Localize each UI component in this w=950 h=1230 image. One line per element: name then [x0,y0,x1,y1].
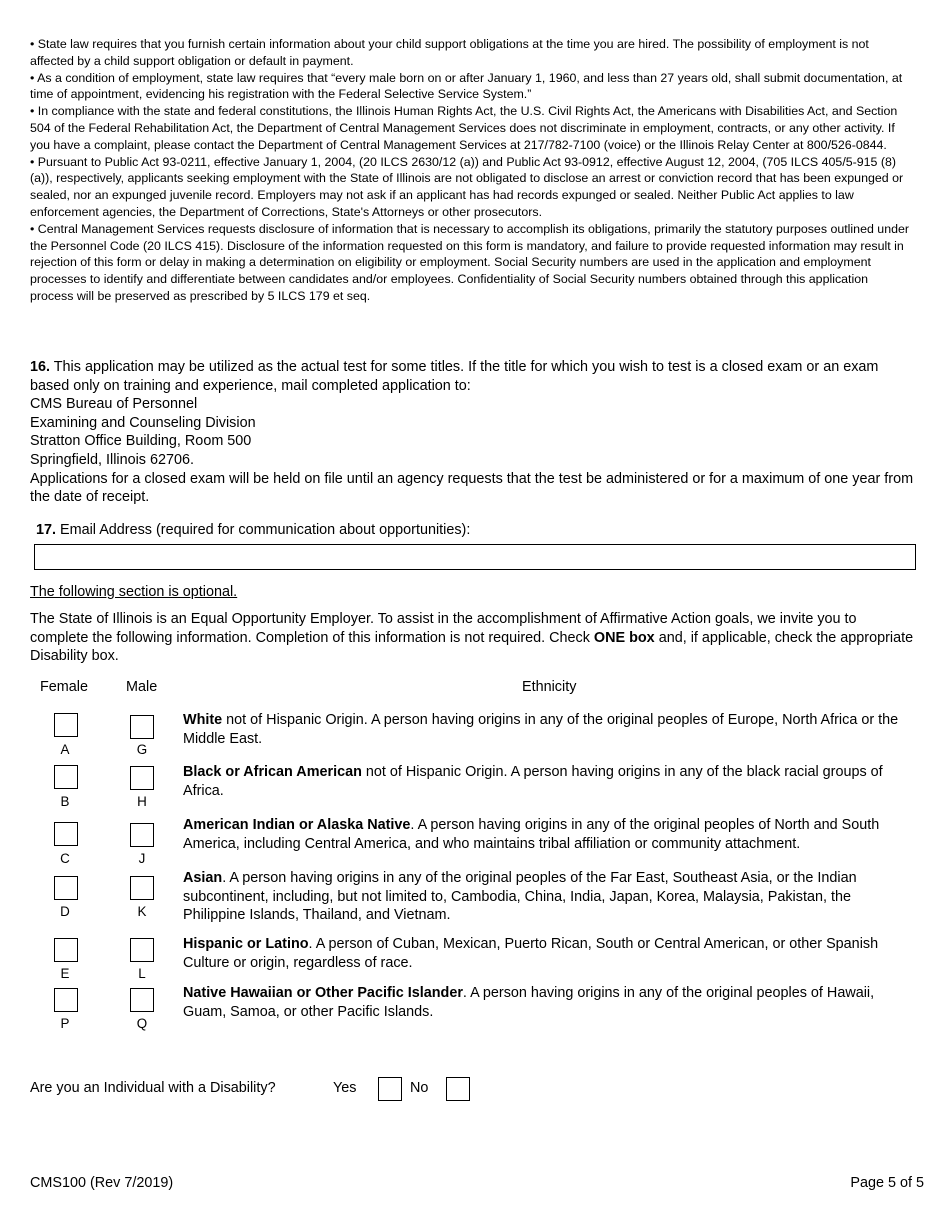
ethnicity-column-header: Ethnicity [522,679,577,695]
code-label: P [60,1016,70,1031]
eeo-text-2: and, if applicable, check the appropriate Disability box. [30,629,914,665]
item-16-section [30,358,916,507]
code-label: Q [136,1016,148,1031]
notice-child-support: • State law requires that you furnish certain information about your child support obligations at the time you are hired. The possibility of employment is not affected by a child support obligation or default in payment. [30,37,869,68]
code-label: C [60,851,70,866]
page-number: Page 5 of 5 [850,1175,924,1191]
checkbox-male-white[interactable] [130,715,154,739]
address-line: Examining and Counseling Division [30,414,256,431]
notice-non-discrimination: • In compliance with the state and federal constitutions, the Illinois Human Rights Act, the U.S. Civil Rights Act, the Americans with Disabilities Act, and Section 504 of the Federal Rehabilitation Act, the Department of Central Management Services does not discriminate in employment, contracts, or any other activity. If you have a complaint, please contact the Department of Central Management Services at 217/782-7100 (voice) or the Illinois Relay Center at 800/526-0844. [30,104,898,152]
code-label: G [136,742,148,757]
email-input[interactable] [34,544,916,570]
item-17-number: 17. [36,522,57,538]
eeo-text-bold: ONE box [593,629,655,646]
checkbox-female-native-hawaiian[interactable] [54,988,78,1012]
checkbox-disability-yes[interactable] [378,1077,402,1101]
code-label: E [60,966,70,981]
ethnicity-name: Native Hawaiian or Other Pacific Islander [183,985,463,1001]
checkbox-female-white[interactable] [54,713,78,737]
ethnicity-asian [183,869,917,925]
checkbox-male-native-hawaiian[interactable] [130,988,154,1012]
item-16-text [30,358,916,395]
notice-expunged-records: • Pursuant to Public Act 93-0211, effective January 1, 2004, (20 ILCS 2630/12 (a)) and Public Act 93-0912, effective August 12, 2004, (705 ILCS 405/5-915 (8)(a)), respectively, applicants seeking employment with the State of Illinois are not obligated to disclose an arrest or conviction record that has been expunged or sealed, nor an expunged juvenile record. Employers may not ask if an applicant has had records expunged or sealed. Neither Public Act applies to law enforcement agencies, the Department of Corrections, State's Attorneys or other prosecutors. [30,154,904,219]
ethnicity-name: Hispanic or Latino [183,936,309,952]
eeo-text-1: The State of Illinois is an Equal Opportunity Employer. To assist in the accomplishment of Affirmative Action goals, we invite you to complete the following information. Completion of this information is not required. Check [30,611,857,646]
ethnicity-name: White [183,712,223,728]
ethnicity-white [183,711,917,748]
ethnicity-desc: . A person having origins in any of the original peoples of North and South America, including Central America, and who maintains tribal affiliation or community attachment. [183,817,880,852]
form-id: CMS100 (Rev 7/2019) [30,1175,174,1191]
checkbox-female-hispanic[interactable] [54,938,78,962]
email-label [36,521,470,539]
checkbox-male-asian[interactable] [130,876,154,900]
ethnicity-desc: . A person having origins in any of the original peoples of the Far East, Southeast Asia, or the Indian subcontinent, including, but not limited to, Cambodia, China, India, Japan, Korea, Malaysia, Pakistan, the Philippine Islands, Thailand, and Vietnam. [183,870,857,924]
ethnicity-name: American Indian or Alaska Native [183,817,411,833]
address-line: CMS Bureau of Personnel [30,396,198,413]
code-label: H [137,794,147,809]
item-16-closing: Applications for a closed exam will be held on file until an agency requests that the test be administered or for a maximum of one year from the date of receipt. [30,470,914,506]
checkbox-male-hispanic[interactable] [130,938,154,962]
ethnicity-desc: not of Hispanic Origin. A person having origins in any of the black racial groups of Africa. [183,764,883,799]
checkbox-female-black[interactable] [54,765,78,789]
eeo-statement [30,610,916,666]
ethnicity-black [183,763,917,800]
address-line: Springfield, Illinois 62706. [30,451,194,468]
female-column-header: Female [40,679,88,695]
item-16-number: 16. [30,359,51,375]
ethnicity-native-hawaiian [183,984,917,1021]
checkbox-female-asian[interactable] [54,876,78,900]
code-label: K [137,904,147,919]
address-line: Stratton Office Building, Room 500 [30,433,252,450]
code-label: B [60,794,70,809]
checkbox-disability-no[interactable] [446,1077,470,1101]
notice-selective-service: • As a condition of employment, state law requires that “every male born on or after January 1, 1960, and less than 27 years old, shall submit documentation, at time of appointment, evidencing his registration with the Federal Selective Service System.” [30,70,903,102]
checkbox-male-american-indian[interactable] [130,823,154,847]
ethnicity-name: Black or African American [183,764,362,780]
disability-yes-label: Yes [333,1080,357,1096]
optional-heading: The following section is optional. [30,584,238,600]
code-label: J [138,851,146,866]
code-label: L [138,966,146,981]
ethnicity-name: Asian [183,870,223,886]
code-label: A [60,742,70,757]
item-16-body: This application may be utilized as the actual test for some titles. If the title for which you wish to test is a closed exam or an exam based only on training and experience, mail completed application to: [30,359,879,394]
notices-section [30,36,914,305]
code-label: D [60,904,70,919]
male-column-header: Male [126,679,158,695]
ethnicity-desc: . A person of Cuban, Mexican, Puerto Rican, South or Central American, or other Spanish Culture or origin, regardless of race. [183,936,879,971]
email-label-text: Email Address (required for communication about opportunities): [56,522,471,538]
disability-question: Are you an Individual with a Disability? [30,1080,276,1096]
notice-disclosure: • Central Management Services requests disclosure of information that is necessary to accomplish its obligations, primarily the statutory purposes outlined under the Personnel Code (20 ILCS 415). Disclosure of the information requested on this form is mandatory, and failure to provide requested information may result in rejection of this form or delay in making a determination on eligibility or employment. Social Security numbers are used in the application and employment processes to identify and differentiate between candidates and/or employees. Confidentiality of Social Security numbers obtained through this application process will be preserved as prescribed by 5 ILCS 179 et seq. [30,221,909,303]
ethnicity-desc: not of Hispanic Origin. A person having origins in any of the original peoples of Europe, North Africa or the Middle East. [183,712,899,747]
checkbox-female-american-indian[interactable] [54,822,78,846]
ethnicity-american-indian [183,816,917,853]
checkbox-male-black[interactable] [130,766,154,790]
disability-no-label: No [410,1080,429,1096]
ethnicity-desc: . A person having origins in any of the original peoples of Hawaii, Guam, Samoa, or other Pacific Islands. [183,985,875,1020]
ethnicity-hispanic [183,935,917,972]
